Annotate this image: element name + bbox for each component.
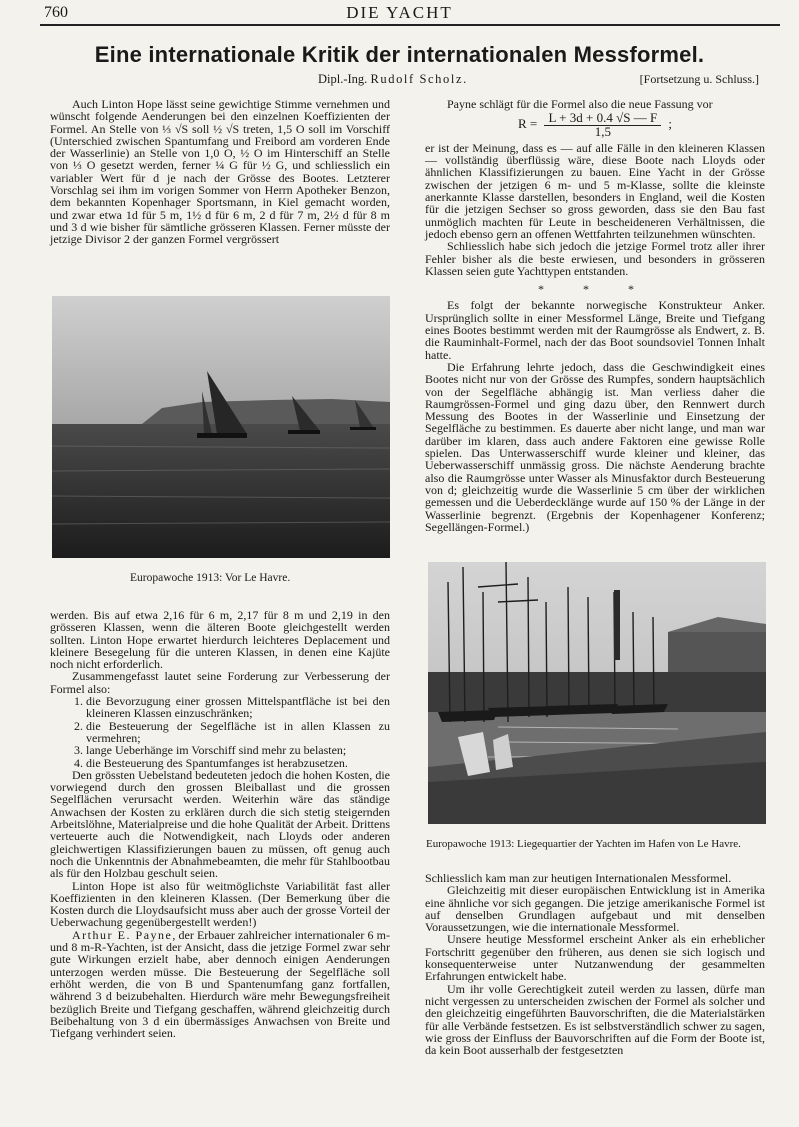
paragraph: Den grössten Uebelstand bedeuteten jedoch die hohen Kosten, die vorwiegend durch den grossen Bleiballast und die grossen Segelflächen verursacht werden. Weiterhin wäre das ständige Anwachsen der Kosten zu erklären durch die sich stetig steigernden Arbeitslöhne, Materialpreise und die hohe Qualität der Arbeit. Drittens verteuerte auch die Notwendigkeit, nach Lloyds oder anderen gleichwertigen Klassifizierungen bauen zu müssen, oft genug auch noch die Unkenntnis der Abnahmebeamten, die mehr für Stahlbootbau als für den Holzbau geschult seien. (50, 767, 390, 881)
right-column-top (425, 98, 765, 533)
person-name: Arthur E. Payne (72, 927, 173, 942)
list-item: 2. die Besteuerung der Segelfläche ist in allen Klassen zu vermehren; (86, 720, 390, 745)
running-head: DIE YACHT (346, 3, 453, 22)
paragraph: Schliesslich kam man zur heutigen Internationalen Messformel. (425, 871, 732, 885)
paragraph: Zusammengefasst lautet seine Forderung zur Verbesserung der Formel also: (50, 669, 390, 696)
list-item: 1. die Bevorzugung einer grossen Mittelspantfläche ist bei den kleineren Klassen einzuschränken; (86, 695, 390, 720)
header-rule (40, 24, 780, 26)
author-prefix: Dipl.-Ing. (318, 72, 368, 86)
left-column-top (50, 98, 390, 246)
continuation-note: [Fortsetzung u. Schluss.] (639, 72, 759, 86)
paragraph: Arthur E. Payne, der Erbauer zahlreicher internationaler 6 m- und 8 m-R-Yachten, ist der Ansicht, dass die jetzige Formel zwar sehr gute Wirkungen erzielt habe, aber dennoch einigen Aenderungen unterzogen werden müsse. Die Besteuerung der Segelfläche soll erhöht werden, die von B und Spantenumfang ganz fortfallen, während 3 d beizubehalten. Hierdurch wäre mehr Bewegungsfreiheit bezüglich Breite und Tiefgang geschaffen, während gleichzeitig durch Beibehaltung von 3 d ein übermässiges Anwachsen von Breite und Tiefgang verhindert seien. (50, 927, 390, 1041)
section-divider: * * * (538, 282, 652, 297)
paragraph: Die Erfahrung lehrte jedoch, dass die Geschwindigkeit eines Bootes nicht nur von der Grösse des Rumpfes, sondern hauptsächlich von der Segelfläche abhängig ist. Man verliess daher die Raumgrössen-Formel und ging dazu über, den Rennwert durch Messung des Bootes in der Wasserlinie und Einsetzung der Segelfläche zu bestimmen. Es dauerte aber nicht lange, und man war darüber im klaren, dass auch andere Faktoren eine gewisse Rolle spielen. Das Unterwasserschiff wurde kleiner und kleiner, das Ueberwasserschiff unmässig gross. Die nächste Aenderung brachte also die Raumgrösse unter Wasser als Minusfaktor durch Besteuerung von d; gleichzeitig wurde die Wasserlinie 5 cm über der wirklichen gemessen und die Ueberdecklänge wurde auf 150 % der Länge in der Wasserlinie begrenzt. (Ergebnis der Kopenhagener Konferenz; Segellängen-Formel.) (425, 359, 765, 534)
photo-le-havre-sailing (52, 296, 390, 558)
requirements-list (50, 695, 390, 769)
payne-formula: R = $\frac{L + 3d + 0.4 √S — F}{1,5}$ ; (517, 110, 673, 139)
paragraph: Auch Linton Hope lässt seine gewichtige Stimme vernehmen und wünscht folgende Aenderungen bei den einzelnen Koeffizienten der Formel. An Stelle von ⅓ √S soll ½ √S treten, 1,5 O soll im Vorschiff (Unterschied zwischen Spantumfang und Freibord am vorderen Ende der Wasserlinie) an Stelle von 1,0 O, ½ O im Hinterschiff an Stelle von ⅓ O gesetzt werden, ferner ¼ G für ½ G, und schliesslich ein variabler Wert für d je nach der Grösse des Bootes. Letzterer Vorschlag sei ihm im vorigen Sommer von Herrn Apotheker Benzon, dem bekannten Kopenhager Sportsmann, in Kiel gemacht worden, und zwar etwa 1d für 5 m, 1½ d für 6 m, 2 d für 7 m, 2½ d für 8 m und 3 d wie bisher für sämtliche grösseren Klassen. Ferner müsste der jetzige Divisor 2 der ganzen Formel vergrössert (50, 97, 390, 247)
photo-le-havre-harbour (428, 562, 766, 824)
paragraph: Linton Hope ist also für weitmöglichste Variabilität fast aller Koeffizienten in den kleineren Klassen. (Der Bemerkung über die Kosten durch die Lloydsaufsicht muss aber auch der grosse Vorteil der Ueberwachung gegenübergestellt werden!) (50, 878, 390, 930)
formula-numerator: L + 3d + 0.4 √S — F (544, 112, 661, 125)
paragraph: werden. Bis auf etwa 2,16 für 6 m, 2,17 für 8 m und 2,19 in den grösseren Klassen, wenn die älteren Boote gleichgestellt werden sollten. Linton Hope erwartet hierdurch leichteres Deplacement und kleinere Besegelung für die unteren Klassen, in denen eine Kajüte noch nicht erforderlich. (50, 608, 390, 672)
sailing-photo-image (52, 296, 390, 558)
paragraph: Es folgt der bekannte norwegische Konstrukteur Anker. Ursprünglich sollte in einer Messformel Länge, Breite und Tiefgang eines Bootes bestimmt werden mit der Raumgrösse als Endwert, z. B. die Rauminhalt-Formel, nach der das Boot soundsoviel Tonnen Inhalt hatte. (425, 298, 765, 362)
author-name: Rudolf Scholz. (370, 72, 468, 86)
page-number: 760 (44, 4, 68, 21)
photo-caption: Europawoche 1913: Vor Le Havre. (130, 572, 291, 584)
paragraph: Payne schlägt für die Formel also die neue Fassung vor (447, 97, 713, 111)
paragraph: Gleichzeitig mit dieser europäischen Entwicklung ist in Amerika eine ähnliche vor sich gegangen. Die jetzige amerikanische Formel ist auf denselben Grundlagen aufgebaut und mit denselben Voraussetzungen, wie die internationale Messformel. (425, 883, 765, 935)
paragraph: Schliesslich habe sich jedoch die jetzige Formel trotz aller ihrer Fehler bisher als die beste erwiesen, und besonders in grösseren Klassen seien gute Yachttypen entstanden. (425, 239, 765, 278)
paragraph: er ist der Meinung, dass es — auf alle Fälle in den kleineren Klassen — vollständig überflüssig wäre, diese Boote nach Lloyds oder ähnlichen Klassifizierungen zu bauen. Eine Yacht in der Grösse zwischen der jetzigen 6 m- und 5 m-Klasse, sollte die kleinste anerkannte Klasse darstellen, besonders in England, weil die Kosten für die jetzigen Sechser so gross geworden, dass sie den Bau fast unmöglich machten für Leute in bescheideneren Verhältnissen, die jedoch ebenso gern an offenen Wettfahrten teilzunehmen wünschten. (425, 140, 765, 241)
list-item: 3. lange Ueberhänge im Vorschiff sind mehr zu belasten; (86, 744, 390, 756)
left-column-bottom (50, 609, 390, 1039)
formula-denominator: 1,5 (594, 123, 611, 139)
article-title: Eine internationale Kritik der internationalen Messformel. (94, 42, 705, 67)
paragraph: Unsere heutige Messformel erscheint Anker als ein erheblicher Fortschritt gegenüber den früheren, aus denen sie sich logisch und konsequenterweise unter Nutzanwendung der gesammelten Erfahrungen entwickelt habe. (425, 932, 765, 984)
right-column-bottom (425, 872, 765, 1056)
paragraph: Um ihr volle Gerechtigkeit zuteil werden zu lassen, dürfe man nicht vergessen zu unterscheiden zwischen der Formel als solcher und den gleichzeitig eingeführten Bauvorschriften, die die Materialstärken für alle Verbände festsetzen. Es ist selbstverständlich schwer zu sagen, wie gross der Einfluss der Bauvorschriften auf die Form der Boote ist, da kein Boot ausserhalb der festgesetzten (425, 981, 765, 1058)
harbour-photo-image (428, 562, 766, 824)
list-item: 4. die Besteuerung des Spantumfanges ist herabzusetzen. (86, 757, 390, 769)
photo-caption: Europawoche 1913: Liegequartier der Yachten im Hafen von Le Havre. (426, 838, 741, 850)
author-line (318, 72, 468, 87)
